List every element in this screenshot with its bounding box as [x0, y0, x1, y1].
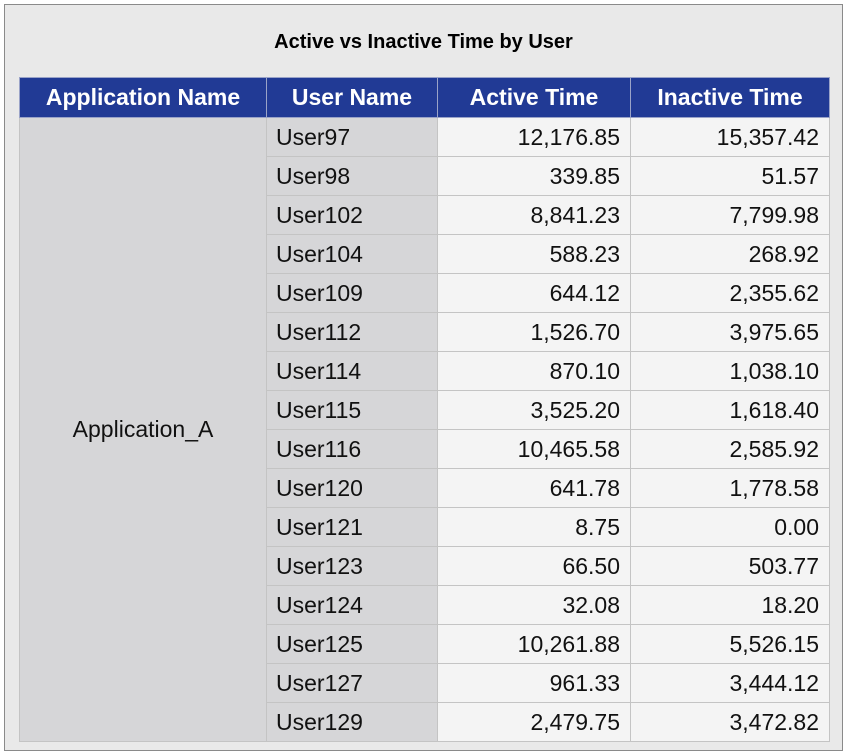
- user-name-cell: User102: [267, 196, 438, 235]
- table-body: [20, 118, 830, 742]
- active-time-cell: 644.12: [438, 274, 631, 313]
- column-header-active-time: Active Time: [438, 78, 631, 118]
- user-name-cell: User98: [267, 157, 438, 196]
- table-header: [20, 78, 830, 118]
- inactive-time-cell: 2,585.92: [631, 430, 830, 469]
- active-time-cell: 32.08: [438, 586, 631, 625]
- inactive-time-cell: 503.77: [631, 547, 830, 586]
- table-title: Active vs Inactive Time by User: [274, 31, 573, 53]
- active-time-cell: 870.10: [438, 352, 631, 391]
- inactive-time-cell: 2,355.62: [631, 274, 830, 313]
- user-name-cell: User109: [267, 274, 438, 313]
- inactive-time-cell: 15,357.42: [631, 118, 830, 157]
- column-header-inactive-time: Inactive Time: [631, 78, 830, 118]
- data-table: [19, 77, 830, 742]
- active-time-cell: 641.78: [438, 469, 631, 508]
- table-row: [20, 118, 830, 157]
- header-row: [20, 78, 830, 118]
- active-time-cell: 10,261.88: [438, 625, 631, 664]
- user-name-cell: User114: [267, 352, 438, 391]
- inactive-time-cell: 7,799.98: [631, 196, 830, 235]
- user-name-cell: User115: [267, 391, 438, 430]
- user-name-cell: User129: [267, 703, 438, 742]
- active-time-cell: 3,525.20: [438, 391, 631, 430]
- inactive-time-cell: 0.00: [631, 508, 830, 547]
- user-name-cell: User123: [267, 547, 438, 586]
- user-name-cell: User112: [267, 313, 438, 352]
- user-name-cell: User121: [267, 508, 438, 547]
- inactive-time-cell: 3,975.65: [631, 313, 830, 352]
- user-name-cell: User127: [267, 664, 438, 703]
- inactive-time-cell: 268.92: [631, 235, 830, 274]
- user-name-cell: User125: [267, 625, 438, 664]
- user-name-cell: User104: [267, 235, 438, 274]
- inactive-time-cell: 3,472.82: [631, 703, 830, 742]
- application-name-cell: Application_A: [20, 118, 267, 742]
- inactive-time-cell: 1,038.10: [631, 352, 830, 391]
- active-time-cell: 961.33: [438, 664, 631, 703]
- active-time-cell: 2,479.75: [438, 703, 631, 742]
- column-header-user-name: User Name: [267, 78, 438, 118]
- active-time-cell: 10,465.58: [438, 430, 631, 469]
- active-time-cell: 588.23: [438, 235, 631, 274]
- user-name-cell: User97: [267, 118, 438, 157]
- inactive-time-cell: 1,778.58: [631, 469, 830, 508]
- active-time-cell: 339.85: [438, 157, 631, 196]
- active-time-cell: 12,176.85: [438, 118, 631, 157]
- inactive-time-cell: 3,444.12: [631, 664, 830, 703]
- column-header-application-name: Application Name: [20, 78, 267, 118]
- active-time-cell: 8,841.23: [438, 196, 631, 235]
- user-name-cell: User116: [267, 430, 438, 469]
- active-time-cell: 1,526.70: [438, 313, 631, 352]
- user-name-cell: User124: [267, 586, 438, 625]
- inactive-time-cell: 51.57: [631, 157, 830, 196]
- active-time-cell: 8.75: [438, 508, 631, 547]
- inactive-time-cell: 1,618.40: [631, 391, 830, 430]
- active-time-cell: 66.50: [438, 547, 631, 586]
- inactive-time-cell: 5,526.15: [631, 625, 830, 664]
- table-panel: [4, 4, 843, 751]
- user-name-cell: User120: [267, 469, 438, 508]
- inactive-time-cell: 18.20: [631, 586, 830, 625]
